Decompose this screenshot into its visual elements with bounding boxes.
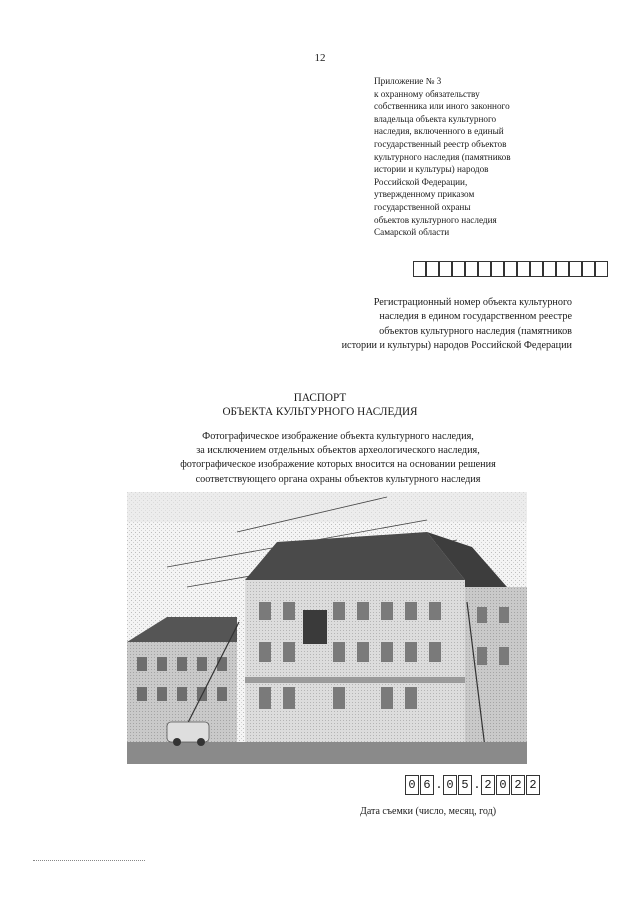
passport-title xyxy=(0,392,640,419)
registration-digit-box xyxy=(452,261,465,277)
date-digit: 2 xyxy=(511,775,525,795)
photo-caption-line: фотографическое изображение которых вносится на основании решения xyxy=(180,459,496,471)
appendix-line: Российской Федерации, xyxy=(374,176,468,187)
date-digit: 5 xyxy=(458,775,472,795)
date-digit: 0 xyxy=(496,775,510,795)
date-caption: Дата съемки (число, месяц, год) xyxy=(360,806,497,817)
photo-caption-line: соответствующего органа охраны объектов культурного наследия xyxy=(195,473,481,485)
date-digit: 0 xyxy=(443,775,457,795)
date-digit: 2 xyxy=(526,775,540,795)
date-digit: 6 xyxy=(420,775,434,795)
page-number: 12 xyxy=(314,52,326,64)
appendix-line: к охранному обязательству xyxy=(374,88,480,99)
appendix-line: утвержденному приказом xyxy=(374,189,475,200)
registration-digit-box xyxy=(478,261,491,277)
photo-caption-line: Фотографическое изображение объекта культурного наследия, xyxy=(202,431,474,442)
photo-caption xyxy=(100,430,576,487)
passport-title-line2: ОБЪЕКТА КУЛЬТУРНОГО НАСЛЕДИЯ xyxy=(222,405,418,418)
registration-digit-box xyxy=(491,261,504,277)
registration-caption xyxy=(296,296,572,354)
appendix-line: владельца объекта культурного xyxy=(374,113,497,124)
registration-digit-box xyxy=(582,261,595,277)
appendix-line: государственный реестр объектов xyxy=(374,138,507,149)
registration-digit-box xyxy=(530,261,543,277)
date-year-boxes xyxy=(481,775,541,795)
date-month-boxes xyxy=(443,775,473,795)
date-separator: . xyxy=(473,778,481,792)
date-separator: . xyxy=(435,778,443,792)
appendix-line: государственной охраны xyxy=(374,201,471,212)
date-digit: 0 xyxy=(405,775,419,795)
registration-caption-line: истории и культуры) народов Российской Федерации xyxy=(341,340,572,352)
registration-digit-box xyxy=(569,261,582,277)
photo-caption-line: за исключением отдельных объектов археологического наследия, xyxy=(196,445,480,457)
registration-digit-box xyxy=(504,261,517,277)
registration-number-boxes xyxy=(413,261,608,277)
footer-divider xyxy=(33,860,145,861)
registration-caption-line: Регистрационный номер объекта культурного xyxy=(373,297,572,308)
appendix-line: собственника или иного законного xyxy=(374,101,510,112)
appendix-line: объектов культурного наследия xyxy=(374,214,497,225)
appendix-line: Самарской области xyxy=(374,227,450,238)
registration-caption-line: наследия в едином государственном реестре xyxy=(379,311,572,323)
date-digit: 2 xyxy=(481,775,495,795)
registration-digit-box xyxy=(556,261,569,277)
appendix-line: наследия, включенного в единый xyxy=(374,126,504,137)
registration-caption-line: объектов культурного наследия (памятников xyxy=(379,325,572,337)
registration-digit-box xyxy=(439,261,452,277)
registration-digit-box xyxy=(595,261,608,277)
registration-digit-box xyxy=(426,261,439,277)
passport-title-line1: ПАСПОРТ xyxy=(293,392,347,404)
building-photo xyxy=(127,492,527,764)
registration-digit-box xyxy=(517,261,530,277)
appendix-line: истории и культуры) народов xyxy=(374,164,489,175)
registration-digit-box xyxy=(413,261,426,277)
shooting-date xyxy=(405,775,541,795)
registration-digit-box xyxy=(543,261,556,277)
registration-digit-box xyxy=(465,261,478,277)
appendix-note xyxy=(374,75,594,239)
date-day-boxes xyxy=(405,775,435,795)
appendix-line: Приложение № 3 xyxy=(374,76,442,86)
appendix-line: культурного наследия (памятников xyxy=(374,151,511,162)
